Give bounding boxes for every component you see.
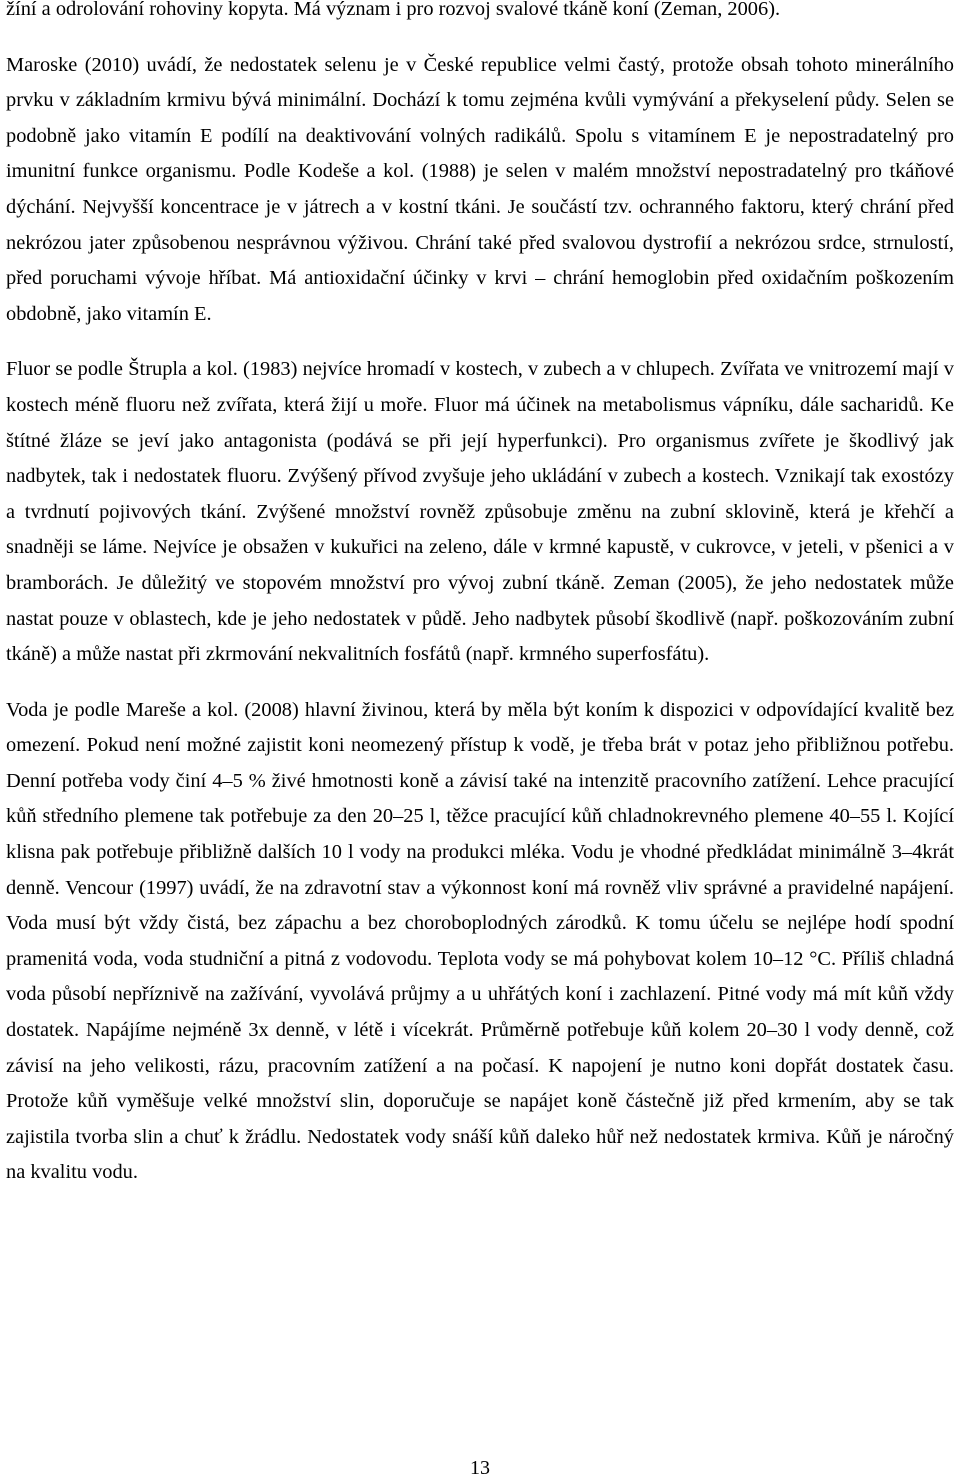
paragraph-gap: [6, 332, 954, 352]
paragraph-water: Voda je podle Mareše a kol. (2008) hlavní živinou, která by měla být koním k dispozici v odpovídající kvalitě bez omezení. Pokud není možné zajistit koni neomezený přístup k vodě, je třeba brát v potaz jeho přibližnou potřebu. Denní potřeba vody činí 4–5 % živé hmotnosti koně a závisí také na intenzitě pracovního zatížení. Lehce pracující kůň středního plemene tak potřebuje za den 20–25 l, těžce pracující kůň chladnokrevného plemene 40–55 l. Kojící klisna pak potřebuje přibližně dalších 10 l vody na produkci mléka. Vodu je vhodné předkládat minimálně 3–4krát denně. Vencour (1997) uvádí, že na zdravotní stav a výkonnost koní má rovněž vliv správné a pravidelné napájení. Voda musí být vždy čistá, bez zápachu a bez choroboplodných zárodků. K tomu účelu se nejlépe hodí spodní pramenitá voda, voda studniční a pitná z vodovodu. Teplota vody se má pohybovat kolem 10–12 °C. Příliš chladná voda působí nepříznivě na zažívání, vyvolává průjmy a u uhřátých koní i zachlazení. Pitné vody má mít kůň vždy dostatek. Napájíme nejméně 3x denně, v létě i vícekrát. Průměrně potřebuje kůň kolem 20–30 l vody denně, což závisí na jeho velikosti, rázu, pracovním zatížení a na počasí. K napojení je nutno koni dopřát dostatek času. Protože kůň vyměšuje velké množství slin, doporučuje se napájet koně částečně již před krmením, aby se tak zajistila tvorba slin a chuť k žrádlu. Nedostatek vody snáší kůň daleko hůř než nedostatek krmiva. Kůň je náročný na kvalitu vodu.: [6, 698, 954, 1184]
paragraph-gap: [6, 673, 954, 693]
document-page: [6, 0, 954, 1191]
paragraph-fluorine: Fluor se podle Štrupla a kol. (1983) nejvíce hromadí v kostech, v zubech a v chlupech. Zvířata ve vnitrozemí mají v kostech méně fluoru než zvířata, která žijí u moře. Fluor má účinek na metabolismus vápníku, dále sacharidů. Ke štítné žláze se jeví jako antagonista (podává se při její hyperfunkci). Pro organismus zvířete je škodlivý jak nadbytek, tak i nedostatek fluoru. Zvýšený přívod zvyšuje jeho ukládání v zubech a kostech. Vznikají tak exostózy a tvrdnutí pojivových tkání. Zvýšené množství rovněž způsobuje změnu na zubní sklovině, která je křehčí a snadněji se láme. Nejvíce je obsažen v kukuřici na zeleno, dále v krmné kapustě, v cukrovce, v jeteli, v pšenici a v bramborách. Je důležitý ve stopovém množství pro vývoj zubní tkáně. Zeman (2005), že jeho nedostatek může nastat pouze v oblastech, kde je jeho nedostatek v půdě. Jeho nadbytek působí škodlivě (např. poškozováním zubní tkáně) a může nastat při zkrmování nekvalitních fosfátů (např. krmného superfosfátu).: [6, 358, 954, 666]
paragraph-selenium-intro: žíní a odrolování rohoviny kopyta. Má význam i pro rozvoj svalové tkáně koní (Zeman, 2006).: [6, 0, 781, 20]
page-number: 13: [470, 1457, 490, 1479]
paragraph-gap: [6, 28, 954, 48]
paragraph-selenium: Maroske (2010) uvádí, že nedostatek selenu je v České republice velmi častý, protože obsah tohoto minerálního prvku v základním krmivu bývá minimální. Dochází k tomu zejména kvůli vymývání a překyselení půdy. Selen se podobně jako vitamín E podílí na deaktivování volných radikálů. Spolu s vitamínem E je nepostradatelný pro imunitní funkce organismu. Podle Kodeše a kol. (1988) je selen v malém množství nepostradatelný pro tkáňové dýchání. Nejvyšší koncentrace je v játrech a v kostní tkáni. Je součástí tzv. ochranného faktoru, který chrání před nekrózou jater způsobenou nesprávnou výživou. Chrání také před svalovou dystrofií a nekrózou srdce, strnulostí, před poruchami vývoje hříbat. Má antioxidační účinky v krvi – chrání hemoglobin před oxidačním poškozením obdobně, jako vitamín E.: [6, 53, 954, 325]
